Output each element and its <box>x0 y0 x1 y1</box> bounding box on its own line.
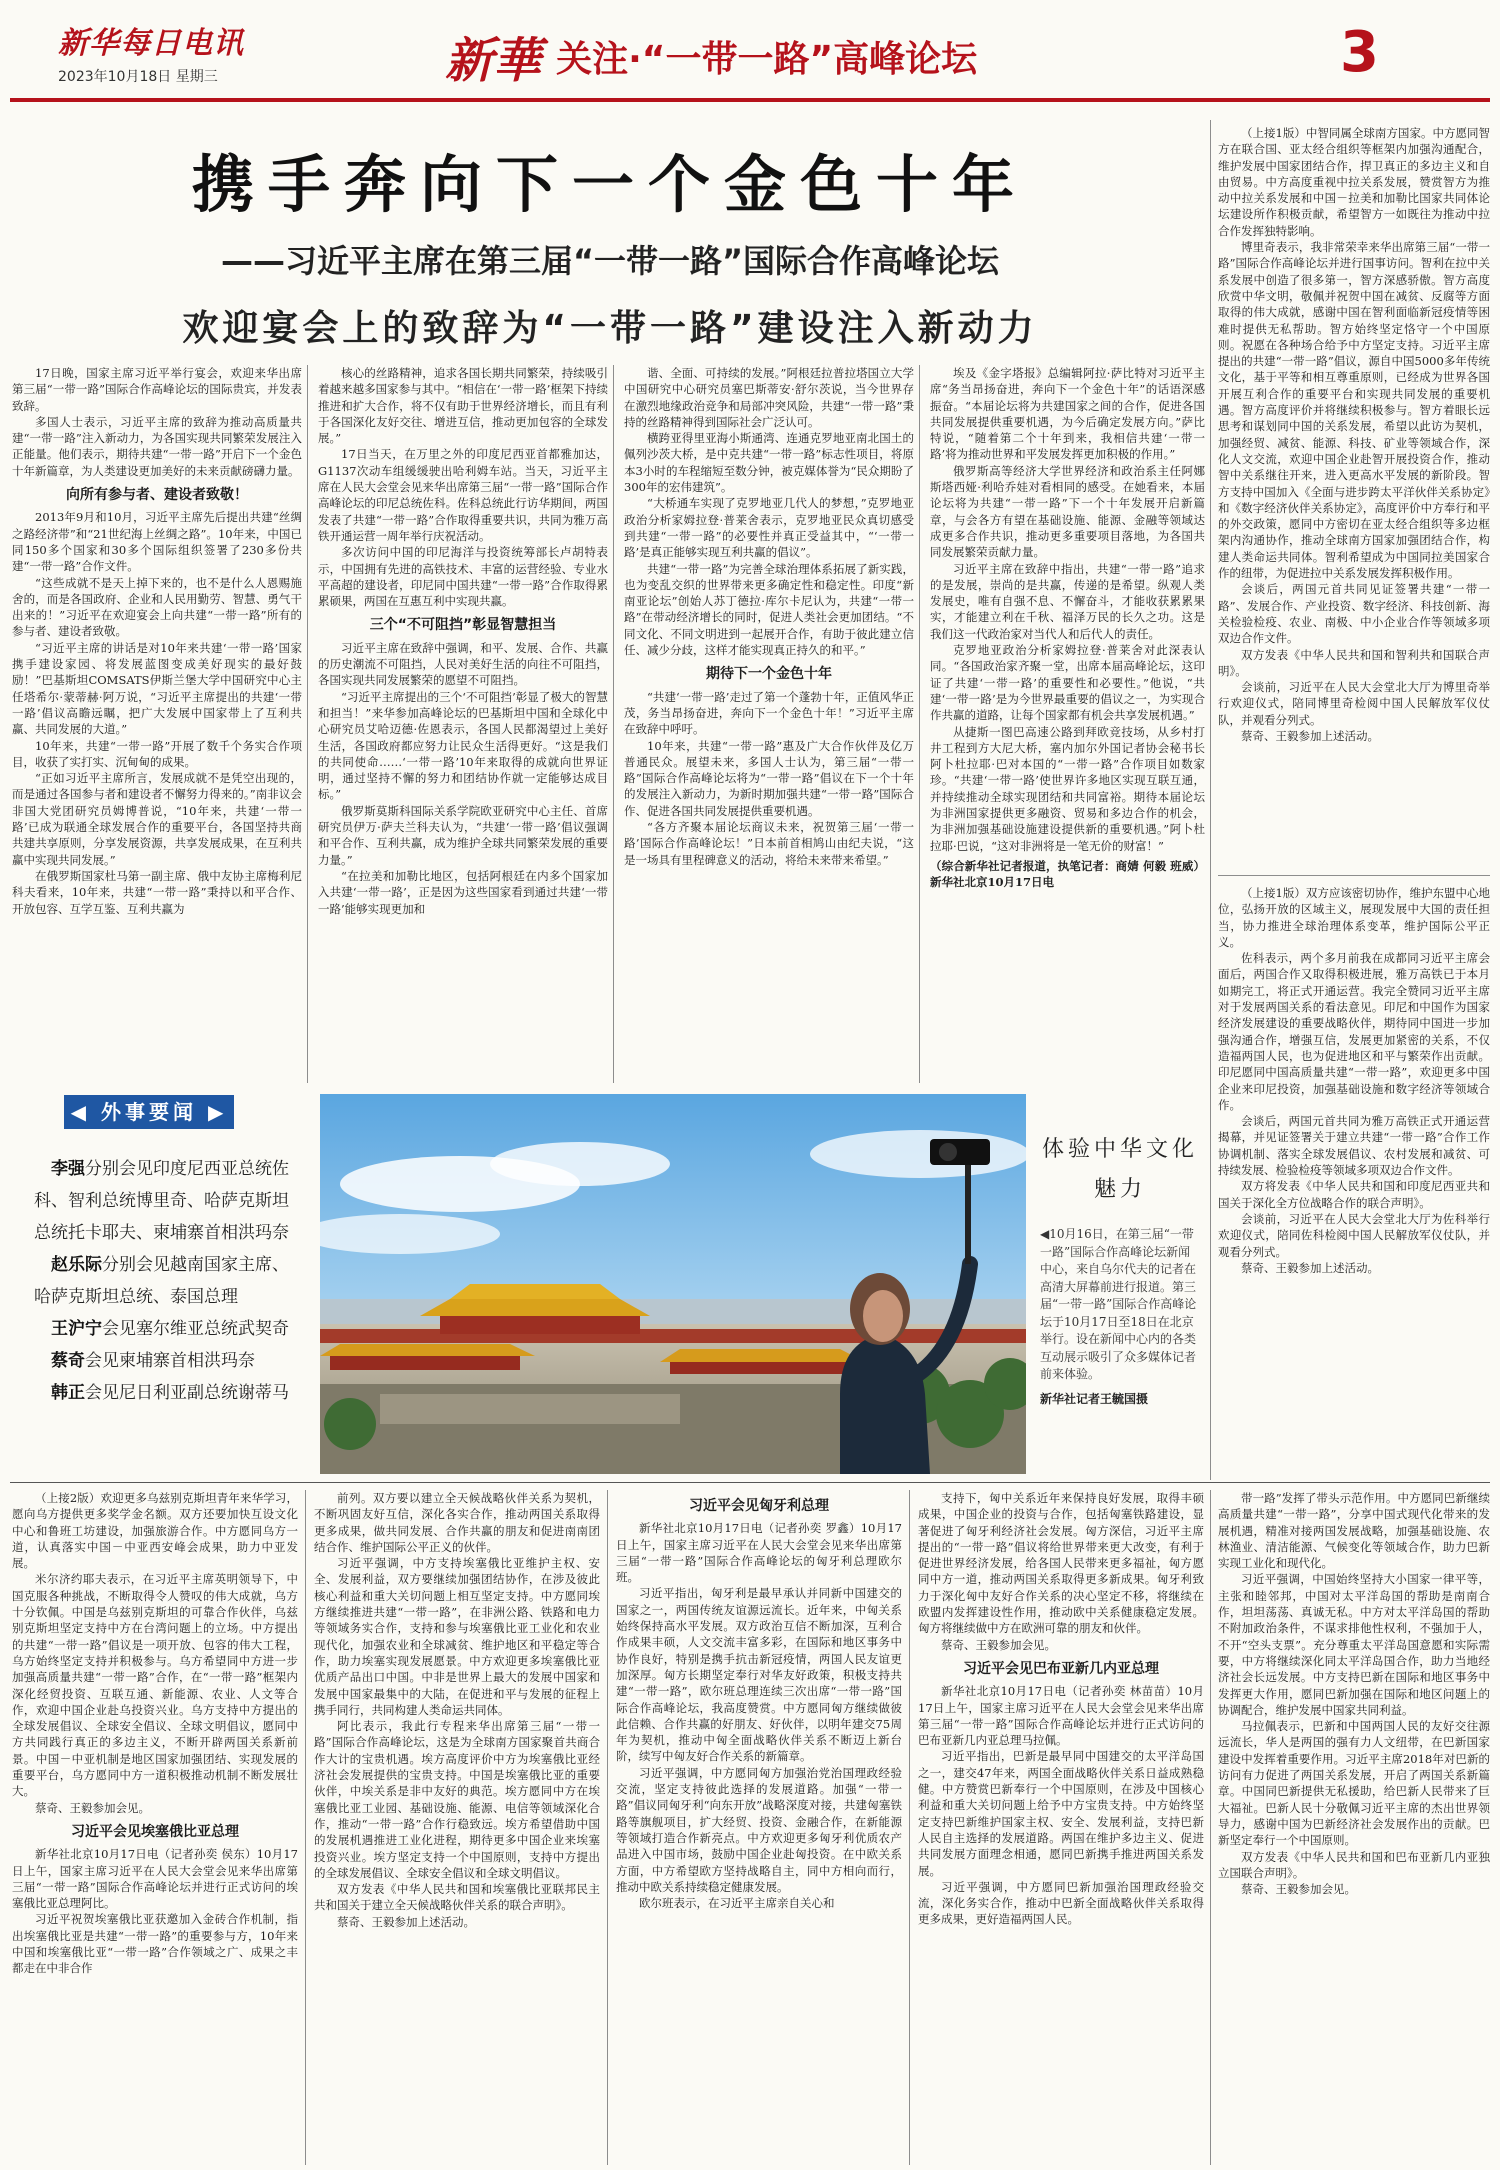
column-divider <box>307 365 308 1083</box>
paragraph: 博里奇表示，我非常荣幸来华出席第三届“一带一路”国际合作高峰论坛并进行国事访问。智利在拉中关系发展中创造了很多第一，智方深感骄傲。智方高度欣赏中华文明，敬佩并祝贺中国在减贫、反腐等方面取得的伟大成就，感谢中国在智利面临新冠疫情等困难时提供无私帮助。智方始终坚定恪守一个中国原则。祝愿在各种场合给予中方坚定支持。习近平主席提出的共建“一带一路”倡议，源自中国5000多年传统文化，基于平等和相互尊重原则，已经成为世界各国开展互利合作的重要平台和实现共同发展的重要机遇。智方高度评价并将继续积极参与。智方着眼长远思考和谋划同中国的关系发展，希望以此访为契机，加强经贸、减贫、能源、科技、矿业等领域合作，深化人文交流，欢迎中国企业赴智开展投资合作，推动智中关系继往开来，进入更高水平发展的新阶段。智方支持中国加入《全面与进步跨太平洋伙伴关系协定》和《数字经济伙伴关系协定》，高度评价中方奉行和平的外交政策，愿同中方密切在亚太经合组织等多边框架内沟通协作，推动全球南方国家加强团结合作，构建人类命运共同体。智利希望成为中国同拉美国家合作的纽带，为促进拉中关系发展发挥积极作用。 <box>1218 240 1490 581</box>
diplomacy-tag-label: 外事要闻 <box>101 1100 197 1124</box>
issue-date: 2023年10月18日 星期三 <box>58 69 218 85</box>
paragraph: 习近平主席在致辞中指出，共建“一带一路”追求的是发展，崇尚的是共赢，传递的是希望。纵观人类发展史，唯有自强不息、不懈奋斗，才能收获累累果实，才能建立利在千秋、福泽万民的长久之功。这是我们这一代政治家对当代人和后代人的责任。 <box>930 561 1205 641</box>
paragraph: 前列。双方要以建立全天候战略伙伴关系为契机，不断巩固友好互信，深化各实合作，推动两国关系取得更多成果，做共同发展、合作共赢的朋友和促进南南团结合作、维护国际公平正义的伙伴。 <box>314 1491 600 1554</box>
diplomacy-item <box>34 1153 304 1249</box>
paragraph-group <box>314 1490 600 1930</box>
section-heading: 期待下一个金色十年 <box>706 666 832 683</box>
paragraph: 蔡奇、王毅参加上述活动。 <box>1241 1260 1379 1275</box>
news-photo <box>320 1094 1026 1474</box>
paragraph: 蔡奇、王毅参加会见。 <box>35 1800 150 1815</box>
paragraph: 佐科表示，两个多月前我在成都同习近平主席会面后，两国合作又取得积极进展，雅万高铁已于本月如期完工，将正式开通运营。我完全赞同习近平主席对于发展两国关系的看法意见。印尼和中国作为国家经济发展建设的重要战略伙伴，期待同中国进一步加强沟通合作，增强互信，发展更加紧密的关系，不仅造福两国人民，也为促进地区和平与繁荣作出贡献。印尼愿同中国高质量共建“一带一路”，欢迎更多中国企业来印尼投资，加强基础设施和数字经济等领域合作。 <box>1218 951 1490 1112</box>
article-heading: 习近平会见匈牙利总理 <box>689 1498 829 1514</box>
caption-text: 10月16日，在第三届“一带一路”国际合作高峰论坛新闻中心，来自乌尔代夫的记者在高清大屏幕前进行报道。第三届“一带一路”国际合作高峰论坛于10月17日至18日在北京举行。设在新闻中心内的各类互动展示吸引了众多媒体记者前来体验。 <box>1040 1227 1197 1381</box>
paragraph: 双方将发表《中华人民共和国和印度尼西亚共和国关于深化全方位战略合作的联合声明》。 <box>1218 1179 1490 1210</box>
paragraph-group <box>616 1520 902 1911</box>
paragraph: 带一路”发挥了带头示范作用。中方愿同巴新继续高质量共建“一带一路”，分享中国式现代化带来的发展机遇，精准对接两国发展战略，加强基础设施、农林渔业、清洁能源、气候变化等领域合作，助力巴新实现工业化和现代化。 <box>1218 1491 1490 1571</box>
paragraph-group <box>318 640 608 917</box>
paragraph: 谐、全面、可持续的发展。”阿根廷拉普拉塔国立大学中国研究中心研究员塞巴斯蒂安·舒尔茨说，当今世界存在激烈地缘政治竞争和局部冲突风险，共建“一带一路”秉持的丝路精神得到国际社会广泛认可。 <box>624 366 914 429</box>
article-heading: 习近平会见巴布亚新几内亚总理 <box>963 1660 1159 1677</box>
column-divider <box>1210 1490 1211 2165</box>
section-heading: 三个“不可阻挡”彰显智慧担当 <box>369 617 557 634</box>
column-divider <box>1210 120 1211 1480</box>
column-divider <box>919 365 920 1083</box>
paragraph: “共建‘一带一路’走过了第一个蓬勃十年，正值风华正茂，务当昂扬奋进，奔向下一个金色十年！”习近平主席在致辞中呼吁。 <box>624 689 914 737</box>
bottom-column-1 <box>12 1490 298 2165</box>
diplomacy-item <box>34 1345 304 1377</box>
header-divider <box>10 98 1490 102</box>
paragraph: 17日当天，在万里之外的印度尼西亚首都雅加达，G1137次动车组缓缓驶出哈利姆车站。当天，习近平主席在人民大会堂会见来华出席第三届“一带一路”国际合作高峰论坛的印尼总统佐科。佐科总统此行访华期间，两国发表了共建“一带一路”合作取得重要共识，共同为雅万高铁开通运营一周年举行庆祝活动。 <box>318 447 608 543</box>
article-column-3 <box>624 365 914 1085</box>
paragraph-group <box>624 365 914 658</box>
xinhua-logo: 新華 <box>445 33 542 89</box>
paragraph: 从捷斯一图巴高速公路到拜欧竞技场，从乡村打井工程到方大尼大桥，塞内加尔外国记者协会秘书长阿卜杜拉耶·巴对本国的“一带一路”合作项目如数家珍。“共建‘一带一路’使世界许多地区实现互联互通，并持续推动全球实现团结和共同富裕。期待本届论坛为非洲国家提供更多融资、贸易和多边合作的机会，为非洲加强基础设施建设提供新的重要机遇。”阿卜杜拉耶·巴说，“这对非洲将是一笔无价的财富！” <box>930 724 1205 853</box>
paragraph: 支持下，匈中关系近年来保持良好发展，取得丰硕成果，中国企业的投资与合作，包括匈塞铁路建设，显著促进了匈牙利经济社会发展。匈方深信，习近平主席提出的“一带一路”倡议将给世界带来更大改变，有利于促进世界经济发展，给各国人民带来更多福祉，匈方愿同中方一道，推动两国关系取得更多新成果。匈牙利致力于深化匈中友好合作关系的决心坚定不移，将继续在欧盟内发挥建设性作用，推动欧中关系健康稳定发展。匈方将继续做中方在欧洲可靠的朋友和伙伴。 <box>918 1491 1204 1636</box>
page-number: 3 <box>1340 20 1379 85</box>
article-column-2 <box>318 365 608 1085</box>
diplomacy-item <box>34 1313 304 1345</box>
paragraph: 会谈后，两国元首共同见证签署共建“一带一路”、发展合作、产业投资、数字经济、科技创新、海关检验检疫、农业、南极、中小企业合作等领域多项双边合作文件。 <box>1218 582 1490 646</box>
meeting-text: 分别会见印度尼西亚总统佐科、智利总统博里奇、哈萨克斯坦总统托卡耶夫、柬埔寨首相洪玛奈 <box>34 1159 289 1243</box>
official-name: 赵乐际 <box>51 1255 102 1275</box>
paragraph-group <box>12 1846 298 1976</box>
official-name: 蔡奇 <box>51 1351 85 1371</box>
diplomacy-item <box>34 1377 304 1409</box>
paragraph-group <box>1218 125 1490 744</box>
paragraph: 埃及《金字塔报》总编辑阿拉·萨比特对习近平主席“务当昂扬奋进，奔向下一个金色十年”的话语深感振奋。“本届论坛将为共建国家之间的合作，促进各国共同发展提供重要机遇，为今后确定发展方向。”萨比特说，“随着第二个十年到来，我相信共建‘一带一路’将为推动世界和平发展发挥更加积极的作用。” <box>930 366 1205 462</box>
paragraph: 欧尔班表示，在习近平主席亲自关心和 <box>639 1896 835 1911</box>
diplomacy-list <box>34 1153 304 1409</box>
paragraph: 蔡奇、王毅参加会见。 <box>1241 1882 1356 1897</box>
bottom-column-5 <box>1218 1490 1490 2165</box>
paragraph: 俄罗斯高等经济大学世界经济和政治系主任阿娜斯塔西娅·利哈乔娃对看相同的感受。在她看来，本届论坛将为共建“一带一路”下一个十年发展开启新篇章，与会各方有望在基础设施、能源、金融等领域达成更多合作共识，推动更多重要项目落地，为各国共同发展繁荣贡献力量。 <box>930 463 1205 560</box>
paragraph: 横跨亚得里亚海小斯通湾、连通克罗地亚南北国土的佩列沙茨大桥，是中克共建“一带一路”标志性项目，将原本3小时的车程缩短至数分钟，被克媒体誉为“民众期盼了300年的宏伟建筑”。 <box>624 431 914 495</box>
bottom-column-4 <box>918 1490 1204 2165</box>
paragraph: “习近平主席的讲话是对10年来共建‘一带一路’国家携手建设家园、将发展蓝图变成美好现实的最好鼓励！”巴基斯坦COMSATS伊斯兰堡大学中国研究中心主任塔希尔·蒙蒂赫·阿万说，“习近平主席提出的共建‘一带一路’倡议高瞻远瞩，把广大发展中国家带上了互利共赢、共同发展的大道。” <box>12 640 302 737</box>
masthead <box>58 18 308 85</box>
caption-title: 体验中华文化魅力 <box>1041 1137 1198 1202</box>
meeting-text: 会见柬埔寨首相洪玛奈 <box>85 1351 255 1371</box>
paragraph: 新华社北京10月17日电（记者孙奕 林苗苗）10月17日上午，国家主席习近平在人民大会堂会见来华出席第三届“一带一路”国际合作高峰论坛并进行正式访问的巴布亚新几内亚总理马拉佩。 <box>918 1684 1204 1748</box>
caption-body <box>1040 1226 1200 1384</box>
paragraph: 核心的丝路精神，追求各国长期共同繁荣，持续吸引着越来越多国家参与其中。“相信在‘一带一路’框架下持续推进和扩大合作，将不仅有助于世界经济增长，而且有利于各国深化友好交往、增进互信，推动更加包容的全球发展。” <box>318 366 608 446</box>
right-column-part-2 <box>1218 885 1490 1480</box>
paragraph: 新华社北京10月17日电（记者孙奕 罗鑫）10月17日上午，国家主席习近平在人民大会堂会见来华出席第三届“一带一路”国际合作高峰论坛的匈牙利总理欧尔班。 <box>616 1521 902 1585</box>
paragraph: 多国人士表示，习近平主席的致辞为推动高质量共建“一带一路”注入新动力，为各国实现共同繁荣发展注入正能量。他们表示，期待共建“一带一路”开启下一个金色十年新篇章，为人类建设更加美好的未来贡献磅礴力量。 <box>12 414 302 478</box>
paragraph: “正如习近平主席所言，发展成就不是凭空出现的，而是通过各国参与者和建设者不懈努力得来的。”南非议会非国大党团研究员姆博普说，“10年来，共建‘一带一路’已成为联通全球发展合作的重要平台，各国坚持共商共建共享原则，分享发展资源，共享发展成果，在互利共赢中实现共同发展。” <box>12 771 302 867</box>
paragraph-group <box>918 1490 1204 1653</box>
photo-caption <box>1040 1130 1200 1407</box>
diplomacy-tag <box>64 1095 234 1129</box>
deck-headline: 欢迎宴会上的致辞为“一带一路”建设注入新动力 <box>182 308 1038 349</box>
paragraph: （上接1版）双方应该密切协作，维护东盟中心地位，弘扬开放的区域主义，展现发展中大国的责任担当，协力推进全球治理体系变革，维护国际公平正义。 <box>1218 886 1490 949</box>
official-name: 李强 <box>51 1159 85 1179</box>
column-divider <box>305 1490 306 2165</box>
paragraph: 共建“一带一路”为完善全球治理体系拓展了新实践，也为变乱交织的世界带来更多确定性和稳定性。印度“新南亚论坛”创始人苏丁德拉·库尔卡尼认为，共建“一带一路”在带动经济增长的同时，促进人类社会更加团结。“不同文化、不同文明进到一起展开合作，有助于彼此建立信任、减少分歧，这样才能实现真正持久的和平。” <box>624 561 914 658</box>
paragraph: 在俄罗斯国家杜马第一副主席、俄中友协主席梅利尼科夫看来，10年来，共建“一带一路”秉持以和平合作、开放包容、互学互鉴、互利共赢为 <box>12 868 302 916</box>
paragraph: 蔡奇、王毅参加上述活动。 <box>337 1914 475 1929</box>
paragraph: 双方发表《中华人民共和国和巴布亚新几内亚独立国联合声明》。 <box>1218 1849 1490 1880</box>
bottom-column-3 <box>616 1490 902 2165</box>
paragraph: 蔡奇、王毅参加上述活动。 <box>1241 728 1379 743</box>
paragraph: “各方齐聚本届论坛商议未来，祝贺第三届‘一带一路’国际合作高峰论坛！”日本前首相鸠山由纪夫说，“这是一场具有里程碑意义的活动，将给未来带来希望。” <box>624 820 914 867</box>
triangle-icon: ◀ <box>1040 1227 1050 1241</box>
paragraph: 习近平强调，中方愿同匈方加强治党治国理政经验交流，坚定支持彼此选择的发展道路。加强“一带一路”倡议同匈牙利“向东开放”战略深度对接，共建匈塞铁路等旗舰项目，扩大经贸、投资、金融合作，在新能源等领域打造合作新亮点。中方欢迎更多匈牙利优质农产品进入中国市场，鼓励中国企业赴匈投资。在中欧关系方面，中方希望欧方坚持战略自主，同中方相向而行，推动中欧关系持续稳定健康发展。 <box>616 1765 902 1894</box>
triangle-right-icon: ▶ <box>207 1100 228 1124</box>
sub-headline: ——习近平主席在第三届“一带一路”国际合作高峰论坛 <box>220 242 1000 280</box>
paragraph: 蔡奇、王毅参加会见。 <box>941 1637 1056 1652</box>
paragraph: 新华社北京10月17日电（记者孙奕 侯东）10月17日上午，国家主席习近平在人民大会堂会见来华出席第三届“一带一路”国际合作高峰论坛并进行正式访问的埃塞俄比亚总理阿比。 <box>12 1847 298 1911</box>
paragraph-group <box>624 689 914 868</box>
article-column-4 <box>930 365 1205 1085</box>
paragraph-group <box>12 1490 298 1816</box>
column-divider <box>607 1490 608 2165</box>
paragraph-group <box>1218 1490 1490 1897</box>
main-headline: 携手奔向下一个金色十年 <box>191 148 1028 221</box>
paragraph: “这些成就不是天上掉下来的，也不是什么人恩赐施舍的，而是各国政府、企业和人民用勤劳、智慧、勇气干出来的！”习近平在欢迎宴会上向共建“一带一路”所有的参与者、建设者致敬。 <box>12 575 302 639</box>
paragraph: “在拉美和加勒比地区，包括阿根廷在内多个国家加入共建‘一带一路’，正是因为这些国家看到通过共建‘一带一路’能够实现更加和 <box>318 868 608 916</box>
paragraph: 多次访问中国的印尼海洋与投资统筹部长卢胡特表示，中国拥有先进的高铁技术、丰富的运营经验、专业水平高超的建设者，印尼同中国共建“一带一路”合作取得累累硕果，两国在互惠互利中实现共赢。 <box>318 545 608 609</box>
paragraph-group <box>12 365 302 479</box>
section-divider <box>1218 875 1490 876</box>
paragraph: 米尔济约耶夫表示，在习近平主席英明领导下，中国克服各种挑战，不断取得令人赞叹的伟大成就，乌方十分钦佩。中国是乌兹别克斯坦的可靠合作伙伴，乌兹别克斯坦坚定支持中方在台湾问题上的立场。中方提出的共建“一带一路”倡议是一项开放、包容的伟大工程，乌方始终坚定支持并积极参与。乌方希望同中方进一步加强高质量共建“一带一路”合作，在“一带一路”框架内深化经贸投资、互联互通、新能源、农业、人文等合作，欢迎中国企业赴乌投资兴业。乌方支持中方提出的全球发展倡议、全球安全倡议、全球文明倡议，愿同中方共同践行真正的多边主义，不断开辟两国关系新前景。中国－中亚机制是地区国家加强团结、实现发展的重要平台，乌方愿同中方一道积极推动机制不断发展壮大。 <box>12 1572 298 1799</box>
bottom-column-2 <box>314 1490 600 2165</box>
paragraph: 2013年9月和10月，习近平主席先后提出共建“丝绸之路经济带”和“21世纪海上丝绸之路”。10年来，中国已同150多个国家和30多个国际组织签署了230多份共建“一带一路”合作文件。 <box>12 510 302 574</box>
paragraph: （上接1版）中智同属全球南方国家。中方愿同智方在联合国、亚太经合组织等框架内加强沟通配合，维护发展中国家团结合作，捍卫真正的多边主义和自由贸易。中方高度重视中拉关系发展，赞赏智方为推动中拉关系发展和中国－拉美和加勒比国家共同体论坛建设所作积极贡献，希望智方一如既往为推动中拉合作发挥独特影响。 <box>1218 126 1490 238</box>
paragraph: 习近平强调，中方支持埃塞俄比亚维护主权、安全、发展利益，双方要继续加强团结协作，在涉及彼此核心利益和重大关切问题上相互坚定支持。中方愿同埃方继续推进共建“一带一路”，在非洲公路、铁路和电力等领域务实合作，支持和参与埃塞俄比亚工业化和农业现代化，加强农业和全球减贫、维护地区和平稳定等合作，助力埃塞实现发展愿景。中方欢迎更多埃塞俄比亚优质产品出口中国。中非是世界上最大的发展中国家和发展中国家最集中的大陆，在促进和平与发展的征程上携手同行，共同构建人类命运共同体。 <box>314 1556 600 1717</box>
paragraph: 阿比表示，我此行专程来华出席第三届“一带一路”国际合作高峰论坛，这是为全球南方国家聚首共商合作大计的宝贵机遇。埃方高度评价中方为埃塞俄比亚经济社会发展提供的宝贵支持。中国是埃塞俄比亚的重要伙伴，中埃关系是非中友好的典范。埃方愿同中方在埃塞俄比亚工业园、基础设施、能源、电信等领域深化合作，推动“一带一路”合作行稳致远。埃方希望借助中国的发展机遇推进工业化进程，期待更多中国企业来埃塞投资兴业。埃方坚定支持一个中国原则，支持中方提出的全球发展倡议、全球安全倡议和全球文明倡议。 <box>314 1719 600 1880</box>
photo-credit: 新华社记者王毓国摄 <box>1040 1391 1149 1406</box>
paragraph: 马拉佩表示，巴新和中国两国人民的友好交往源远流长，华人是两国的强有力人文纽带，在巴新国家建设中发挥着重要作用。习近平主席2018年对巴新的访问有力促进了两国关系发展，开启了两国关系新篇章。中国同巴新提供无私援助，给巴新人民带来了巨大福祉。巴新人民十分敬佩习近平主席的杰出世界领导力，感谢中国为巴新经济社会发展作出的贡献。巴新坚定奉行一个中国原则。 <box>1218 1719 1490 1848</box>
paragraph-group <box>318 365 608 609</box>
newspaper-name: 新华每日电讯 <box>58 26 244 61</box>
paragraph: 习近平主席在致辞中强调，和平、发展、合作、共赢的历史潮流不可阻挡，人民对美好生活的向往不可阻挡，各国实现共同发展繁荣的愿望不可阻挡。 <box>318 640 608 688</box>
official-name: 韩正 <box>51 1383 85 1403</box>
paragraph: 克罗地亚政治分析家姆拉登·普莱舍对此深表认同。“各国政治家齐聚一堂，出席本届高峰论坛，这印证了共建‘一带一路’的重要性和必要性。”他说，“共建‘一带一路’是为今世界最重要的倡议之一，为实现合作共赢的道路，让每个国家都有机会共享发展机遇。” <box>930 643 1205 723</box>
meeting-text: 会见尼日利亚副总统谢蒂马 <box>85 1383 289 1403</box>
meeting-text: 分别会见越南国家主席、哈萨克斯坦总统、泰国总理 <box>34 1255 289 1307</box>
paragraph: 习近平指出，匈牙利是最早承认并同新中国建交的国家之一，两国传统友谊源远流长。近年来，中匈关系始终保持高水平发展。双方政治互信不断加深，互利合作成果丰硕，人文交流丰富多彩，在国际和地区事务中协作良好，特别是携手抗击新冠疫情，两国人民友谊更加深厚。匈方长期坚定奉行对华友好政策，积极支持共建“一带一路”，欧尔班总理连续三次出席“一带一路”国际合作高峰论坛，我高度赞赏。中方愿同匈方继续做彼此信赖、合作共赢的好朋友、好伙伴，以明年建交75周年为契机，推动中匈全面战略伙伴关系不断迈上新台阶，续写中匈友好合作关系的新篇章。 <box>616 1586 902 1764</box>
meeting-text: 会见塞尔维亚总统武契奇 <box>102 1319 289 1339</box>
paragraph-group <box>930 365 1205 854</box>
forbidden-city-selfie-photo <box>320 1094 1026 1474</box>
paragraph: 10年来，共建“一带一路”开展了数千个务实合作项目，收获了实打实、沉甸甸的成果。 <box>12 738 302 769</box>
paragraph: “习近平主席提出的三个‘不可阻挡’彰显了极大的智慧和担当！”来华参加高峰论坛的巴基斯坦中国和全球化中心研究员艾哈迈德·佐恩表示，各国人民都渴望过上美好生活，各国政府都应努力让民众生活得更好。“这是我们的共同使命……‘一带一路’10年来取得的成就向世界证明，通过坚持不懈的努力和团结协作就一定能够达成目标。” <box>318 689 608 802</box>
official-name: 王沪宁 <box>51 1319 102 1339</box>
right-column-part-1 <box>1218 125 1490 865</box>
byline: （综合新华社记者报道，执笔记者：商婧 何毅 班威） 新华社北京10月17日电 <box>930 858 1205 890</box>
paragraph: 会谈后，两国元首共同为雅万高铁正式开通运营揭幕，并见证签署关于建立共建“一带一路”合作工作协调机制、落实全球发展倡议、农村发展和减贫、可持续发展、检验检疫等领域多项双边合作文件。 <box>1218 1114 1490 1178</box>
paragraph: 习近平强调，中方愿同巴新加强治国理政经验交流，深化务实合作，推动中巴新全面战略伙伴关系取得更多成果，更好造福两国人民。 <box>918 1879 1204 1927</box>
article-column-1 <box>12 365 302 1085</box>
section-heading: 向所有参与者、建设者致敬！ <box>66 487 248 504</box>
paragraph: 17日晚，国家主席习近平举行宴会，欢迎来华出席第三届“一带一路”国际合作高峰论坛的国际贵宾，并发表致辞。 <box>12 366 302 413</box>
paragraph: 10年来，共建“一带一路”惠及广大合作伙伴及亿万普通民众。展望未来，多国人士认为，第三届“一带一路”国际合作高峰论坛将为“一带一路”倡议在下一个十年的发展注入新动力，为新时期加强共建“一带一路”国际合作、促进各国共同发展提供重要机遇。 <box>624 738 914 818</box>
section-title: 关注·“一带一路”高峰论坛 <box>556 39 978 80</box>
paragraph-group <box>918 1683 1204 1927</box>
paragraph: 双方发表《中华人民共和国和埃塞俄比亚联邦民主共和国关于建立全天候战略伙伴关系的联合声明》。 <box>314 1882 600 1913</box>
article-heading: 习近平会见埃塞俄比亚总理 <box>71 1823 239 1840</box>
paragraph-group <box>1218 885 1490 1276</box>
section-divider <box>10 1482 1490 1483</box>
column-divider <box>909 1490 910 2165</box>
paragraph: （上接2版）欢迎更多乌兹别克斯坦青年来华学习，愿向乌方提供更多奖学金名额。双方还要加快互设文化中心和鲁班工坊建设，加强旅游合作。中方愿同乌方一道，认真落实中国－中亚西安峰会成果，助力中亚发展。 <box>12 1491 298 1571</box>
paragraph: 会谈前，习近平在人民大会堂北大厅为博里奇举行欢迎仪式，陪同博里奇检阅中国人民解放军仪仗队，并观看分列式。 <box>1218 680 1490 727</box>
paragraph-group <box>12 509 302 916</box>
paragraph: 双方发表《中华人民共和国和智利共和国联合声明》。 <box>1218 647 1490 678</box>
paragraph: 俄罗斯莫斯科国际关系学院欧亚研究中心主任、首席研究员伊万·萨夫兰科夫认为，“共建‘一带一路’倡议强调和平合作、互利共赢，成为维护全球共同繁荣发展的重要力量。” <box>318 803 608 867</box>
paragraph: “大桥通车实现了克罗地亚几代人的梦想，”克罗地亚政治分析家姆拉登·普莱舍表示，克罗地亚民众真切感受到共建“一带一路”的必要性并真正受益其中，“‘一带一路’是真正能够实现互利共赢的倡议”。 <box>624 496 914 560</box>
paragraph: 会谈前，习近平在人民大会堂北大厅为佐科举行欢迎仪式，陪同佐科检阅中国人民解放军仪仗队，并观看分列式。 <box>1218 1211 1490 1259</box>
paragraph: 习近平祝贺埃塞俄比亚获邀加入金砖合作机制，指出埃塞俄比亚是共建“一带一路”的重要参与方，10年来中国和埃塞俄比亚“一带一路”合作领域之广、成果之丰都走在中非合作 <box>12 1912 298 1976</box>
diplomacy-item <box>34 1249 304 1313</box>
paragraph: 习近平强调，中国始终坚持大小国家一律平等，主张和睦邻邦，中国对太平洋岛国的帮助是南南合作，坦坦荡荡、真诚无私。中方对太平洋岛国的帮助不附加政治条件，不谋求排他性权利，不强加于人，不开“空头支票”。充分尊重太平洋岛国意愿和实际需要，中方将继续深化同太平洋岛国合作，助力当地经济社会长远发展。中方支持巴新在国际和地区事务中发挥更大作用，愿同巴新加强在国际和地区问题上的协调配合，维护发展中国家共同利益。 <box>1218 1572 1490 1717</box>
paragraph: 习近平指出，巴新是最早同中国建交的太平洋岛国之一，建交47年来，两国全面战略伙伴关系日益成熟稳健。中方赞赏巴新奉行一个中国原则，在涉及中国核心利益和重大关切问题上给予中方宝贵支持。中方始终坚定支持巴新维护国家主权、安全、发展利益，支持巴新人民自主选择的发展道路。两国在维护多边主义、促进共同发展方面理念相通，愿同巴新携手推进两国关系发展。 <box>918 1749 1204 1878</box>
column-divider <box>613 365 614 1083</box>
section-banner <box>445 22 1145 89</box>
triangle-left-icon: ◀ <box>70 1100 91 1124</box>
diplomacy-news-box <box>12 1095 312 1475</box>
